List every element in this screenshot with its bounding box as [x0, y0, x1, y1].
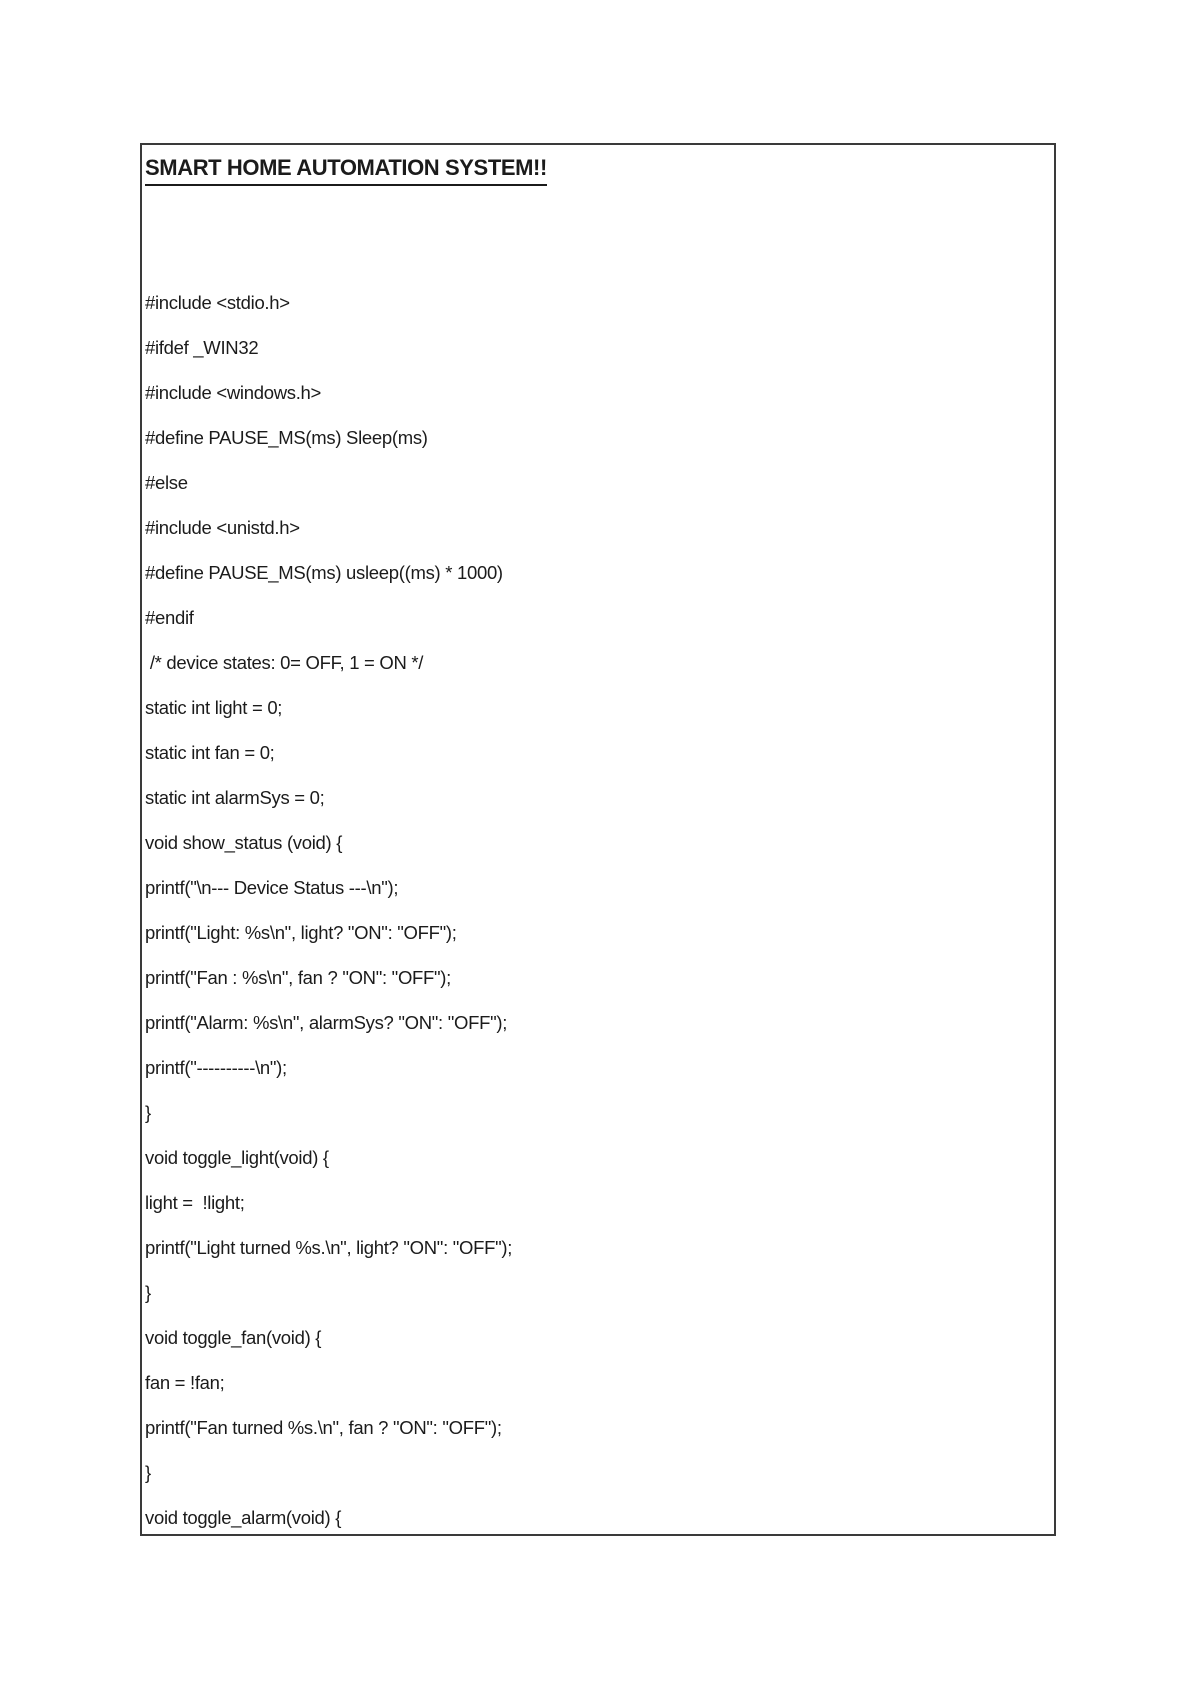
code-line: static int fan = 0; — [145, 742, 275, 763]
code-line: printf("----------\n"); — [145, 1057, 287, 1078]
code-line: #ifdef _WIN32 — [145, 337, 259, 358]
code-line: #include <windows.h> — [145, 382, 322, 403]
code-line: printf("Alarm: %s\n", alarmSys? "ON": "OFF"); — [145, 1012, 508, 1033]
code-line: static int alarmSys = 0; — [145, 787, 325, 808]
code-line: void show_status (void) { — [145, 832, 343, 853]
code-line: #include <stdio.h> — [145, 292, 290, 313]
code-line: #include <unistd.h> — [145, 517, 300, 538]
code-line: light = !light; — [145, 1192, 245, 1213]
code-line: printf("Fan turned %s.\n", fan ? "ON": "OFF"); — [145, 1417, 502, 1438]
code-line: fan = !fan; — [145, 1372, 225, 1393]
code-line: void toggle_alarm(void) { — [145, 1507, 342, 1528]
code-line: printf("Light turned %s.\n", light? "ON": "OFF"); — [145, 1237, 513, 1258]
code-line: #else — [145, 472, 188, 493]
blank-line — [145, 235, 1054, 280]
document-title — [145, 145, 1054, 190]
code-line: void toggle_light(void) { — [145, 1147, 329, 1168]
code-line: printf("Light: %s\n", light? "ON": "OFF"); — [145, 922, 457, 943]
code-line: /* device states: 0= OFF, 1 = ON */ — [145, 652, 424, 673]
code-line: static int light = 0; — [145, 697, 283, 718]
code-line: } — [145, 1102, 151, 1123]
code-line: #endif — [145, 607, 194, 628]
blank-line — [145, 190, 1054, 235]
code-line: } — [145, 1462, 151, 1483]
code-line: #define PAUSE_MS(ms) usleep((ms) * 1000) — [145, 562, 503, 583]
code-line: void toggle_fan(void) { — [145, 1327, 322, 1348]
code-table-cell — [140, 143, 1056, 1536]
code-line: } — [145, 1282, 151, 1303]
code-line: printf("Fan : %s\n", fan ? "ON": "OFF"); — [145, 967, 452, 988]
document-title-text: SMART HOME AUTOMATION SYSTEM!! — [145, 153, 547, 186]
code-line: printf("\n--- Device Status ---\n"); — [145, 877, 399, 898]
code-line: #define PAUSE_MS(ms) Sleep(ms) — [145, 427, 428, 448]
